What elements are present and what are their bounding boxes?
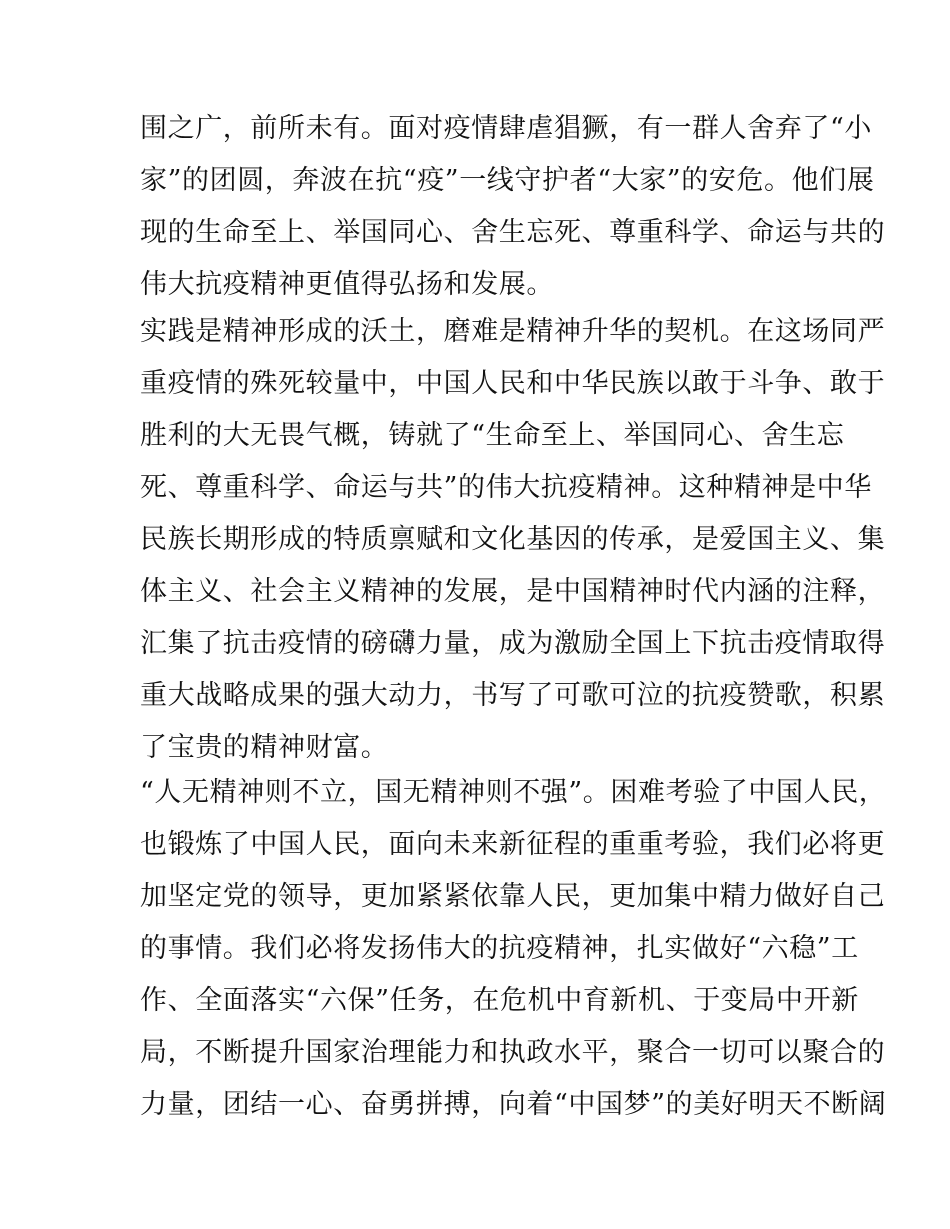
text-line: “人无精神则不立，国无精神则不强”。困难考验了中国人民， bbox=[140, 777, 887, 808]
text-line: 体主义、社会主义精神的发展，是中国精神时代内涵的注释， bbox=[140, 576, 886, 607]
text-line: 现的生命至上、举国同心、舍生忘死、尊重科学、命运与共的 bbox=[140, 217, 886, 248]
text-line: 的事情。我们必将发扬伟大的抗疫精神，扎实做好“六稳”工 bbox=[140, 933, 859, 964]
text-line: 家”的团圆，奔波在抗“疫”一线守护者“大家”的安危。他们展 bbox=[140, 165, 875, 196]
text-line: 局，不断提升国家治理能力和执政水平，聚合一切可以聚合的 bbox=[140, 1037, 886, 1068]
text-line: 加坚定党的领导，更加紧紧依靠人民，更加集中精力做好自己 bbox=[140, 881, 886, 912]
text-line: 也锻炼了中国人民，面向未来新征程的重重考验，我们必将更 bbox=[140, 829, 886, 860]
text-line: 死、尊重科学、命运与共”的伟大抗疫精神。这种精神是中华 bbox=[140, 472, 873, 503]
text-line: 重疫情的殊死较量中，中国人民和中华民族以敢于斗争、敢于 bbox=[140, 368, 886, 399]
text-line: 汇集了抗击疫情的磅礴力量，成为激励全国上下抗击疫情取得 bbox=[140, 628, 886, 659]
text-line: 民族长期形成的特质禀赋和文化基因的传承，是爱国主义、集 bbox=[140, 524, 886, 555]
text-line: 实践是精神形成的沃土，磨难是精神升华的契机。在这场同严 bbox=[140, 316, 886, 347]
text-line: 伟大抗疫精神更值得弘扬和发展。 bbox=[140, 269, 554, 300]
text-line: 了宝贵的精神财富。 bbox=[140, 732, 389, 763]
text-line: 围之广，前所未有。面对疫情肆虐猖獗，有一群人舍弃了“小 bbox=[140, 113, 873, 144]
text-line: 作、全面落实“六保”任务，在危机中育新机、于变局中开新 bbox=[140, 985, 859, 1016]
text-line: 力量，团结一心、奋勇拼搏，向着“中国梦”的美好明天不断阔 bbox=[140, 1089, 887, 1120]
text-line: 重大战略成果的强大动力，书写了可歌可泣的抗疫赞歌，积累 bbox=[140, 680, 886, 711]
text-line: 胜利的大无畏气概，铸就了“生命至上、举国同心、舍生忘 bbox=[140, 420, 845, 451]
